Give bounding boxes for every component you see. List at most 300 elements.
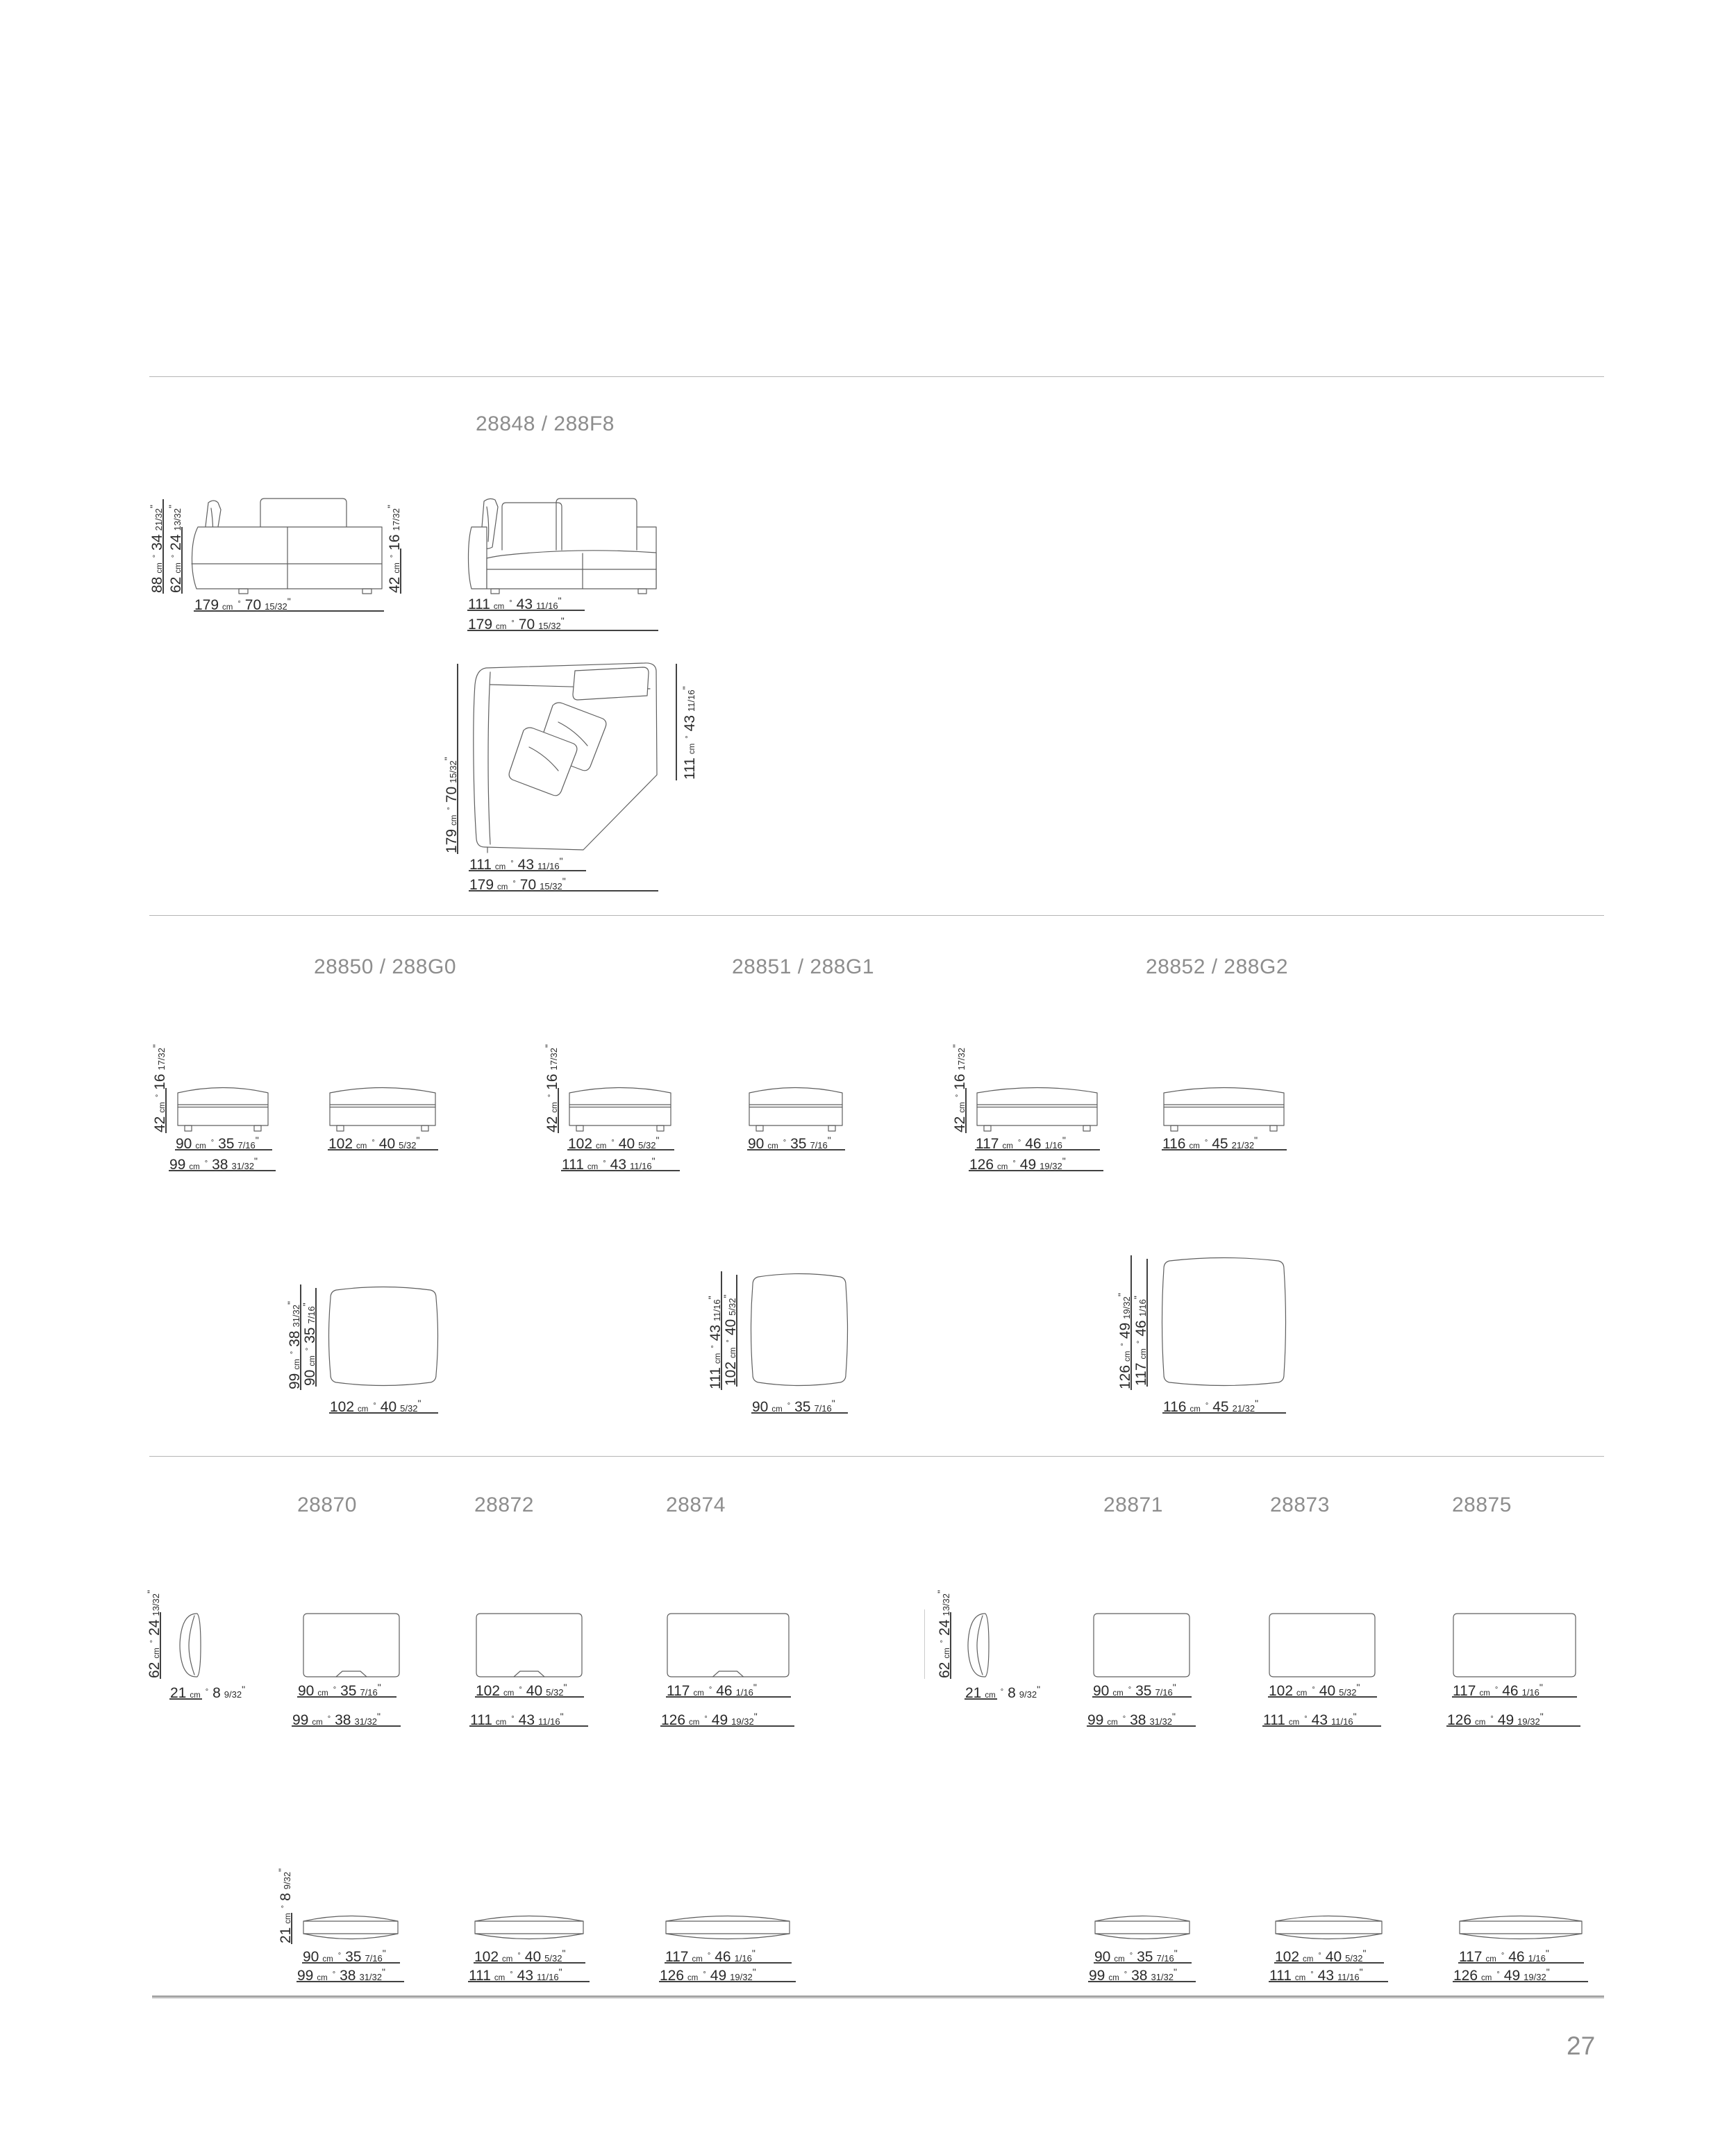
section-divider <box>149 1456 1604 1457</box>
dim-inch-mark: " <box>951 1044 962 1048</box>
dim-inch-value: 70 <box>244 597 262 613</box>
dim-inch-mark: " <box>1062 1135 1066 1146</box>
dim-separator: ° <box>155 1094 163 1098</box>
dim-cm-unit: cm <box>551 1102 559 1113</box>
dim-cm-value: 102 <box>474 1949 499 1965</box>
dim-cm-unit: cm <box>312 1718 323 1727</box>
dim-separator: ° <box>509 599 512 608</box>
dim-inch-fraction: 11/16 <box>1337 1972 1360 1982</box>
dim-cm-value: 62 <box>147 1662 162 1678</box>
dim-cm-value: 102 <box>568 1136 593 1152</box>
dim-separator: ° <box>152 554 160 558</box>
dim-separator: ° <box>372 1139 375 1147</box>
dim-inch-fraction: 5/32 <box>544 1953 562 1964</box>
dim-inch-value: 40 <box>618 1136 635 1152</box>
dim-inch-mark: " <box>543 1044 554 1048</box>
dim-inch-value: 43 <box>517 1968 534 1984</box>
dim-inch-value: 40 <box>378 1136 396 1152</box>
dim-inch-fraction: 11/16 <box>537 861 560 871</box>
dim-cm-unit: cm <box>190 1691 201 1700</box>
dim-cm-unit: cm <box>1485 1955 1496 1964</box>
dim-cm-value: 102 <box>330 1399 355 1415</box>
dim-cm-value: 117 <box>665 1949 689 1965</box>
dim-cushion-depth <box>297 1963 404 1982</box>
dim-inch-value: 40 <box>1319 1683 1336 1699</box>
dim-cushion-depth <box>1087 1707 1196 1727</box>
dim-inch-fraction: 5/32 <box>400 1403 418 1414</box>
dim-inch-fraction: 1/16 <box>1044 1140 1062 1150</box>
vertical-dim-cushion-height <box>932 1590 953 1679</box>
vertical-dim-plan-inner-depth <box>297 1288 317 1387</box>
dim-inch-value: 24 <box>147 1619 162 1636</box>
dim-inch-mark: " <box>1362 1948 1367 1959</box>
dim-cushion-depth <box>1088 1963 1196 1982</box>
dim-inch-mark: " <box>1172 1711 1176 1722</box>
dim-cm-unit: cm <box>317 1974 328 1982</box>
dim-cm-value: 126 <box>1453 1968 1478 1984</box>
dim-cm-value: 90 <box>176 1136 192 1152</box>
vertical-dim-total-height <box>144 499 164 594</box>
dim-cm-value: 90 <box>748 1136 765 1152</box>
dim-inch-value: 38 <box>287 1330 303 1347</box>
dim-inch-mark: " <box>751 1948 756 1959</box>
dim-inch-value: 43 <box>518 1712 535 1728</box>
dim-inch-value: 46 <box>1508 1949 1525 1965</box>
dim-cushion-depth <box>469 1707 588 1727</box>
dim-inch-fraction: 7/16 <box>365 1953 383 1964</box>
dim-cm-unit: cm <box>195 1142 206 1150</box>
dim-inch-fraction: 7/16 <box>810 1140 828 1150</box>
dim-cushion-width <box>1094 1944 1192 1964</box>
dim-cm-value: 116 <box>1163 1399 1187 1415</box>
dim-separator: ° <box>446 807 455 810</box>
dim-cm-value: 111 <box>708 1367 724 1389</box>
dim-cushion-width <box>665 1944 792 1964</box>
dim-separator: ° <box>237 600 241 608</box>
dim-inch-value: 16 <box>152 1073 168 1090</box>
dim-inch-value: 34 <box>149 534 165 551</box>
backrest-cushion-front-drawing <box>302 1612 401 1678</box>
dim-inch-fraction: 15/32 <box>540 881 562 892</box>
dim-separator: ° <box>787 1402 791 1410</box>
dim-cm-unit: cm <box>1479 1689 1490 1698</box>
dim-inch-mark: " <box>1116 1293 1127 1297</box>
model-code-28851: 28851 / 288G1 <box>732 955 875 978</box>
dim-inch-mark: " <box>681 686 692 690</box>
dim-inch-fraction: 5/32 <box>1345 1953 1363 1964</box>
dim-inch-mark: " <box>1255 1398 1259 1409</box>
dim-cushion-depth <box>1446 1707 1580 1727</box>
dim-inch-value: 49 <box>1503 1968 1521 1984</box>
vertical-dim-ottoman-height <box>147 1044 168 1133</box>
dim-inch-mark: " <box>831 1398 835 1409</box>
dim-inch-value: 40 <box>380 1399 397 1415</box>
dim-inch-value: 43 <box>517 857 535 873</box>
dim-cushion-depth <box>659 1963 796 1982</box>
dim-cm-value: 116 <box>1162 1136 1186 1152</box>
dim-inch-mark: " <box>1174 1948 1178 1959</box>
dim-cm-value: 21 <box>170 1685 187 1701</box>
dim-inch-value: 70 <box>518 617 535 633</box>
dim-separator: ° <box>512 880 516 888</box>
dim-inch-mark: " <box>559 855 563 867</box>
dim-cushion-width <box>666 1678 791 1698</box>
dim-inch-mark: " <box>721 1294 733 1298</box>
dim-inch-value: 43 <box>708 1324 724 1341</box>
dim-inch-mark: " <box>558 595 562 606</box>
dim-inch-fraction: 15/32 <box>448 760 458 783</box>
dim-separator: ° <box>611 1139 615 1147</box>
dim-inch-mark: " <box>1356 1682 1360 1693</box>
dim-ottoman-depth <box>969 1152 1103 1171</box>
dim-separator: ° <box>1496 1970 1500 1979</box>
dim-cm-unit: cm <box>689 1718 700 1727</box>
backrest-cushion-front-drawing <box>1268 1612 1376 1678</box>
ottoman-plan-drawing <box>329 1284 437 1389</box>
dim-inch-value: 40 <box>526 1683 543 1699</box>
dim-cm-unit: cm <box>174 562 183 574</box>
dim-cm-unit: cm <box>189 1163 200 1171</box>
cushion-side-drawing <box>178 1612 201 1678</box>
dim-cm-unit: cm <box>1108 1974 1119 1982</box>
dim-inch-mark: " <box>1037 1684 1041 1695</box>
dim-separator: ° <box>337 1952 342 1960</box>
dim-inch-mark: " <box>382 1966 385 1977</box>
backrest-cushion-front-drawing <box>475 1612 583 1678</box>
dim-separator: ° <box>373 1402 376 1410</box>
dim-cm-value: 62 <box>937 1662 953 1678</box>
ottoman-front-drawing <box>747 1083 844 1133</box>
dim-inch-mark: " <box>753 1682 757 1693</box>
dim-separator: ° <box>708 1686 712 1694</box>
dim-cm-value: 99 <box>1089 1968 1105 1984</box>
dim-separator: ° <box>510 860 514 868</box>
dim-separator: ° <box>511 619 515 628</box>
dim-inch-fraction: 5/32 <box>727 1298 737 1316</box>
section-divider <box>149 915 1604 916</box>
dim-cm-value: 99 <box>292 1712 309 1728</box>
dim-separator: ° <box>1017 1139 1021 1147</box>
dim-cm-value: 111 <box>469 857 492 873</box>
dim-inch-value: 35 <box>340 1683 357 1699</box>
dim-inch-value: 35 <box>1137 1949 1153 1965</box>
dim-ottoman-depth <box>169 1152 276 1171</box>
dim-cm-value: 21 <box>278 1927 294 1943</box>
dim-inch-fraction: 19/32 <box>1524 1972 1546 1982</box>
dim-inch-value: 43 <box>516 596 533 612</box>
dim-cm-value: 117 <box>1459 1949 1483 1965</box>
dim-separator: ° <box>327 1715 331 1723</box>
dim-inch-value: 49 <box>710 1968 727 1984</box>
dim-cm-unit: cm <box>1475 1718 1486 1727</box>
dim-cm-unit: cm <box>1189 1142 1200 1150</box>
dim-inch-fraction: 1/16 <box>1528 1953 1546 1964</box>
dim-cm-value: 102 <box>476 1683 501 1699</box>
dim-cushion-width <box>1458 1944 1584 1964</box>
dim-cm-value: 111 <box>468 596 490 612</box>
dim-separator: ° <box>204 1160 208 1168</box>
dim-cm-unit: cm <box>503 1689 515 1698</box>
dim-inch-fraction: 11/16 <box>538 1716 560 1727</box>
dim-inch-mark: " <box>145 1590 156 1593</box>
dim-cm-unit: cm <box>494 863 506 871</box>
dim-inch-value: 46 <box>1133 1320 1149 1337</box>
dim-cm-value: 126 <box>1447 1712 1472 1728</box>
dim-separator: ° <box>290 1350 298 1355</box>
dim-cm-value: 99 <box>287 1373 303 1389</box>
vertical-dim-plan-side <box>676 664 698 780</box>
ottoman-front-drawing <box>176 1083 270 1133</box>
dim-inch-fraction: 15/32 <box>265 601 287 612</box>
dim-inch-fraction: 15/32 <box>538 621 561 631</box>
dim-cm-unit: cm <box>1296 1689 1308 1698</box>
dim-inch-value: 49 <box>711 1712 728 1728</box>
dim-inch-value: 46 <box>1025 1136 1042 1152</box>
dim-cm-unit: cm <box>596 1142 607 1150</box>
dim-plan-inner-width <box>469 852 586 871</box>
dim-inch-fraction: 7/16 <box>237 1140 256 1150</box>
dim-inch-mark: " <box>560 615 565 626</box>
dim-cm-unit: cm <box>587 1163 599 1171</box>
dim-ottoman-width <box>567 1131 674 1150</box>
vertical-dim-ottoman-height <box>540 1044 560 1133</box>
dim-separator: ° <box>703 1970 706 1979</box>
dim-cm-unit: cm <box>1190 1405 1201 1414</box>
dim-inch-mark: " <box>1174 1966 1177 1977</box>
dim-inch-value: 8 <box>1008 1685 1016 1701</box>
dim-inch-value: 43 <box>1317 1968 1335 1984</box>
dim-cushion-depth <box>1269 1963 1388 1982</box>
dim-cm-value: 42 <box>152 1116 168 1132</box>
dim-cm-value: 90 <box>752 1399 769 1415</box>
dim-inch-value: 70 <box>444 786 460 803</box>
dim-separator: ° <box>710 1345 719 1348</box>
dim-inch-mark: " <box>706 1296 717 1300</box>
dim-cm-value: 179 <box>469 877 494 893</box>
cushion-plan-drawing <box>665 1912 791 1943</box>
dim-cm-value: 90 <box>302 1369 318 1386</box>
dim-inch-fraction: 19/32 <box>1517 1716 1540 1727</box>
backrest-cushion-front-drawing <box>1452 1612 1577 1678</box>
dim-separator: ° <box>1494 1686 1499 1694</box>
section-divider <box>149 376 1604 377</box>
dim-cm-unit: cm <box>1114 1955 1125 1964</box>
dim-inch-fraction: 5/32 <box>1339 1687 1357 1698</box>
dim-inch-fraction: 13/32 <box>151 1593 161 1616</box>
dim-inch-fraction: 11/16 <box>1331 1716 1353 1727</box>
dim-corner-depth <box>467 592 585 611</box>
dim-inch-mark: " <box>1545 1948 1549 1959</box>
vertical-dim-plan-inner-depth <box>1128 1259 1148 1387</box>
dim-inch-value: 49 <box>1497 1712 1514 1728</box>
dim-cm-unit: cm <box>714 1353 722 1364</box>
dim-cm-value: 111 <box>682 758 698 780</box>
dim-separator: ° <box>171 554 179 558</box>
dim-ottoman-width <box>975 1131 1100 1150</box>
vertical-dim-seat-height <box>382 505 403 594</box>
dim-cushion-depth <box>1262 1707 1381 1727</box>
dim-separator: ° <box>603 1160 606 1168</box>
dim-inch-mark: " <box>1254 1135 1258 1146</box>
dim-inch-mark: " <box>377 1682 381 1693</box>
dim-separator: ° <box>704 1715 708 1723</box>
backrest-cushion-front-drawing <box>666 1612 790 1678</box>
model-code-28872: 28872 <box>474 1493 534 1516</box>
dim-cm-value: 90 <box>298 1683 315 1699</box>
dim-inch-fraction: 19/32 <box>1040 1161 1062 1171</box>
ottoman-plan-drawing <box>751 1271 847 1389</box>
dim-inch-fraction: 17/32 <box>549 1047 559 1071</box>
dim-cm-value: 21 <box>965 1685 982 1701</box>
dim-separator: ° <box>1122 1715 1126 1723</box>
dim-inch-mark: " <box>151 1044 162 1048</box>
dim-cm-unit: cm <box>495 1718 507 1727</box>
dim-cm-value: 42 <box>387 576 403 593</box>
dim-inch-value: 35 <box>302 1327 318 1344</box>
dim-separator: ° <box>547 1094 556 1098</box>
dim-inch-fraction: 31/32 <box>291 1304 301 1328</box>
dim-cm-value: 126 <box>1117 1364 1133 1389</box>
dim-inch-value: 35 <box>790 1136 807 1152</box>
vertical-dim-seat-back-height <box>163 505 184 594</box>
ottoman-front-drawing <box>975 1083 1099 1133</box>
dim-inch-fraction: 17/32 <box>956 1047 967 1071</box>
cushion-plan-drawing <box>474 1912 585 1943</box>
dim-cm-unit: cm <box>985 1691 996 1700</box>
dim-inch-value: 35 <box>218 1136 235 1152</box>
dim-inch-mark: " <box>385 505 397 508</box>
dim-cm-unit: cm <box>493 603 505 611</box>
dim-cm-value: 111 <box>562 1157 584 1173</box>
dim-inch-fraction: 1/16 <box>1521 1687 1539 1698</box>
model-code-28875: 28875 <box>1452 1493 1512 1516</box>
dim-cm-unit: cm <box>1294 1974 1306 1982</box>
model-code-28852: 28852 / 288G2 <box>1146 955 1289 978</box>
dim-cm-value: 179 <box>468 617 493 633</box>
dim-cm-unit: cm <box>729 1347 737 1358</box>
dim-cm-unit: cm <box>450 814 458 826</box>
dim-inch-fraction: 13/32 <box>172 508 183 531</box>
dim-inch-mark: " <box>558 1966 562 1977</box>
dim-inch-fraction: 17/32 <box>156 1047 167 1071</box>
dim-ottoman-depth <box>561 1152 680 1171</box>
dim-inch-fraction: 11/16 <box>536 601 558 611</box>
dim-cm-unit: cm <box>358 1405 369 1414</box>
dim-inch-value: 49 <box>1117 1322 1133 1339</box>
dim-inch-value: 8 <box>212 1685 221 1701</box>
dim-cm-value: 90 <box>1094 1949 1111 1965</box>
column-divider <box>924 1609 925 1679</box>
dim-inch-value: 38 <box>212 1157 228 1173</box>
dim-cm-unit: cm <box>494 1974 506 1982</box>
dim-cushion-width <box>1268 1678 1377 1698</box>
dim-inch-mark: " <box>752 1966 756 1977</box>
dim-inch-mark: " <box>1172 1682 1176 1693</box>
dim-separator: ° <box>390 554 398 558</box>
dim-inch-fraction: 31/32 <box>1151 1972 1174 1982</box>
dim-cm-unit: cm <box>158 1102 167 1113</box>
dim-inch-value: 35 <box>794 1399 811 1415</box>
dim-inch-value: 40 <box>723 1319 739 1336</box>
dim-cushion-thickness <box>965 1680 1041 1701</box>
dim-cm-value: 102 <box>328 1136 353 1152</box>
dim-separator: ° <box>726 1339 734 1343</box>
dim-cm-value: 117 <box>1133 1362 1149 1386</box>
dim-inch-value: 35 <box>1135 1683 1152 1699</box>
model-code-28848: 28848 / 288F8 <box>476 412 615 435</box>
dim-cm-value: 99 <box>169 1157 186 1173</box>
vertical-dim-plan-inner-depth <box>718 1275 737 1387</box>
dim-cushion-width <box>297 1678 397 1698</box>
dim-separator: ° <box>305 1347 313 1351</box>
dim-inch-mark: " <box>935 1590 946 1593</box>
dim-inch-fraction: 7/16 <box>1156 1953 1174 1964</box>
dim-cushion-width <box>474 1944 585 1964</box>
dim-cm-unit: cm <box>1140 1348 1148 1359</box>
dim-separator: ° <box>510 1970 513 1979</box>
dim-cm-value: 102 <box>1269 1683 1294 1699</box>
dim-cushion-width <box>1274 1944 1384 1964</box>
dim-cm-value: 90 <box>303 1949 319 1965</box>
dim-cm-unit: cm <box>497 883 508 892</box>
dim-inch-value: 43 <box>1311 1712 1328 1728</box>
dim-plan-width <box>329 1394 438 1414</box>
dim-inch-fraction: 21/32 <box>1231 1140 1255 1150</box>
dim-separator: ° <box>1000 1688 1004 1696</box>
dim-inch-value: 45 <box>1212 1399 1229 1415</box>
dim-inch-mark: " <box>1132 1296 1143 1300</box>
corner-sofa-plan-drawing <box>471 661 660 854</box>
dim-inch-mark: " <box>562 1948 566 1959</box>
dim-separator: ° <box>517 1952 521 1960</box>
dim-corner-width <box>467 612 658 631</box>
dim-cushion-width <box>302 1944 400 1964</box>
dim-separator: ° <box>1012 1160 1016 1168</box>
dim-inch-mark: " <box>1539 1711 1544 1722</box>
cushion-plan-drawing <box>1458 1912 1583 1943</box>
ottoman-front-drawing <box>567 1083 673 1133</box>
dim-separator: ° <box>685 735 693 739</box>
dim-separator: ° <box>1312 1686 1315 1694</box>
dim-cm-unit: cm <box>688 743 696 755</box>
dim-inch-fraction: 9/32 <box>224 1689 242 1700</box>
dim-inch-fraction: 5/32 <box>546 1687 564 1698</box>
dim-separator: ° <box>1304 1715 1308 1723</box>
dim-inch-mark: " <box>382 1948 386 1959</box>
dim-inch-mark: " <box>656 1135 660 1146</box>
dim-cm-unit: cm <box>496 623 507 631</box>
dim-inch-fraction: 31/32 <box>1149 1716 1173 1727</box>
dim-inch-mark: " <box>167 505 178 508</box>
dim-inch-value: 46 <box>715 1949 731 1965</box>
dim-cm-unit: cm <box>692 1955 703 1964</box>
dim-cm-unit: cm <box>502 1955 513 1964</box>
dim-inch-value: 43 <box>682 714 698 732</box>
dim-cm-value: 42 <box>544 1116 560 1132</box>
dim-cm-unit: cm <box>393 562 401 574</box>
dim-inch-value: 24 <box>168 534 184 551</box>
dim-inch-fraction: 5/32 <box>638 1140 656 1150</box>
dim-inch-mark: " <box>287 596 291 607</box>
dim-cm-unit: cm <box>1288 1718 1300 1727</box>
sofa-front-drawing <box>186 492 389 594</box>
ottoman-front-drawing <box>328 1083 437 1133</box>
dim-inch-fraction: 1/16 <box>1137 1299 1148 1317</box>
dim-inch-mark: " <box>416 1135 420 1146</box>
cushion-plan-drawing <box>302 1912 399 1943</box>
dim-inch-fraction: 1/16 <box>735 1687 753 1698</box>
model-code-28870: 28870 <box>297 1493 357 1516</box>
